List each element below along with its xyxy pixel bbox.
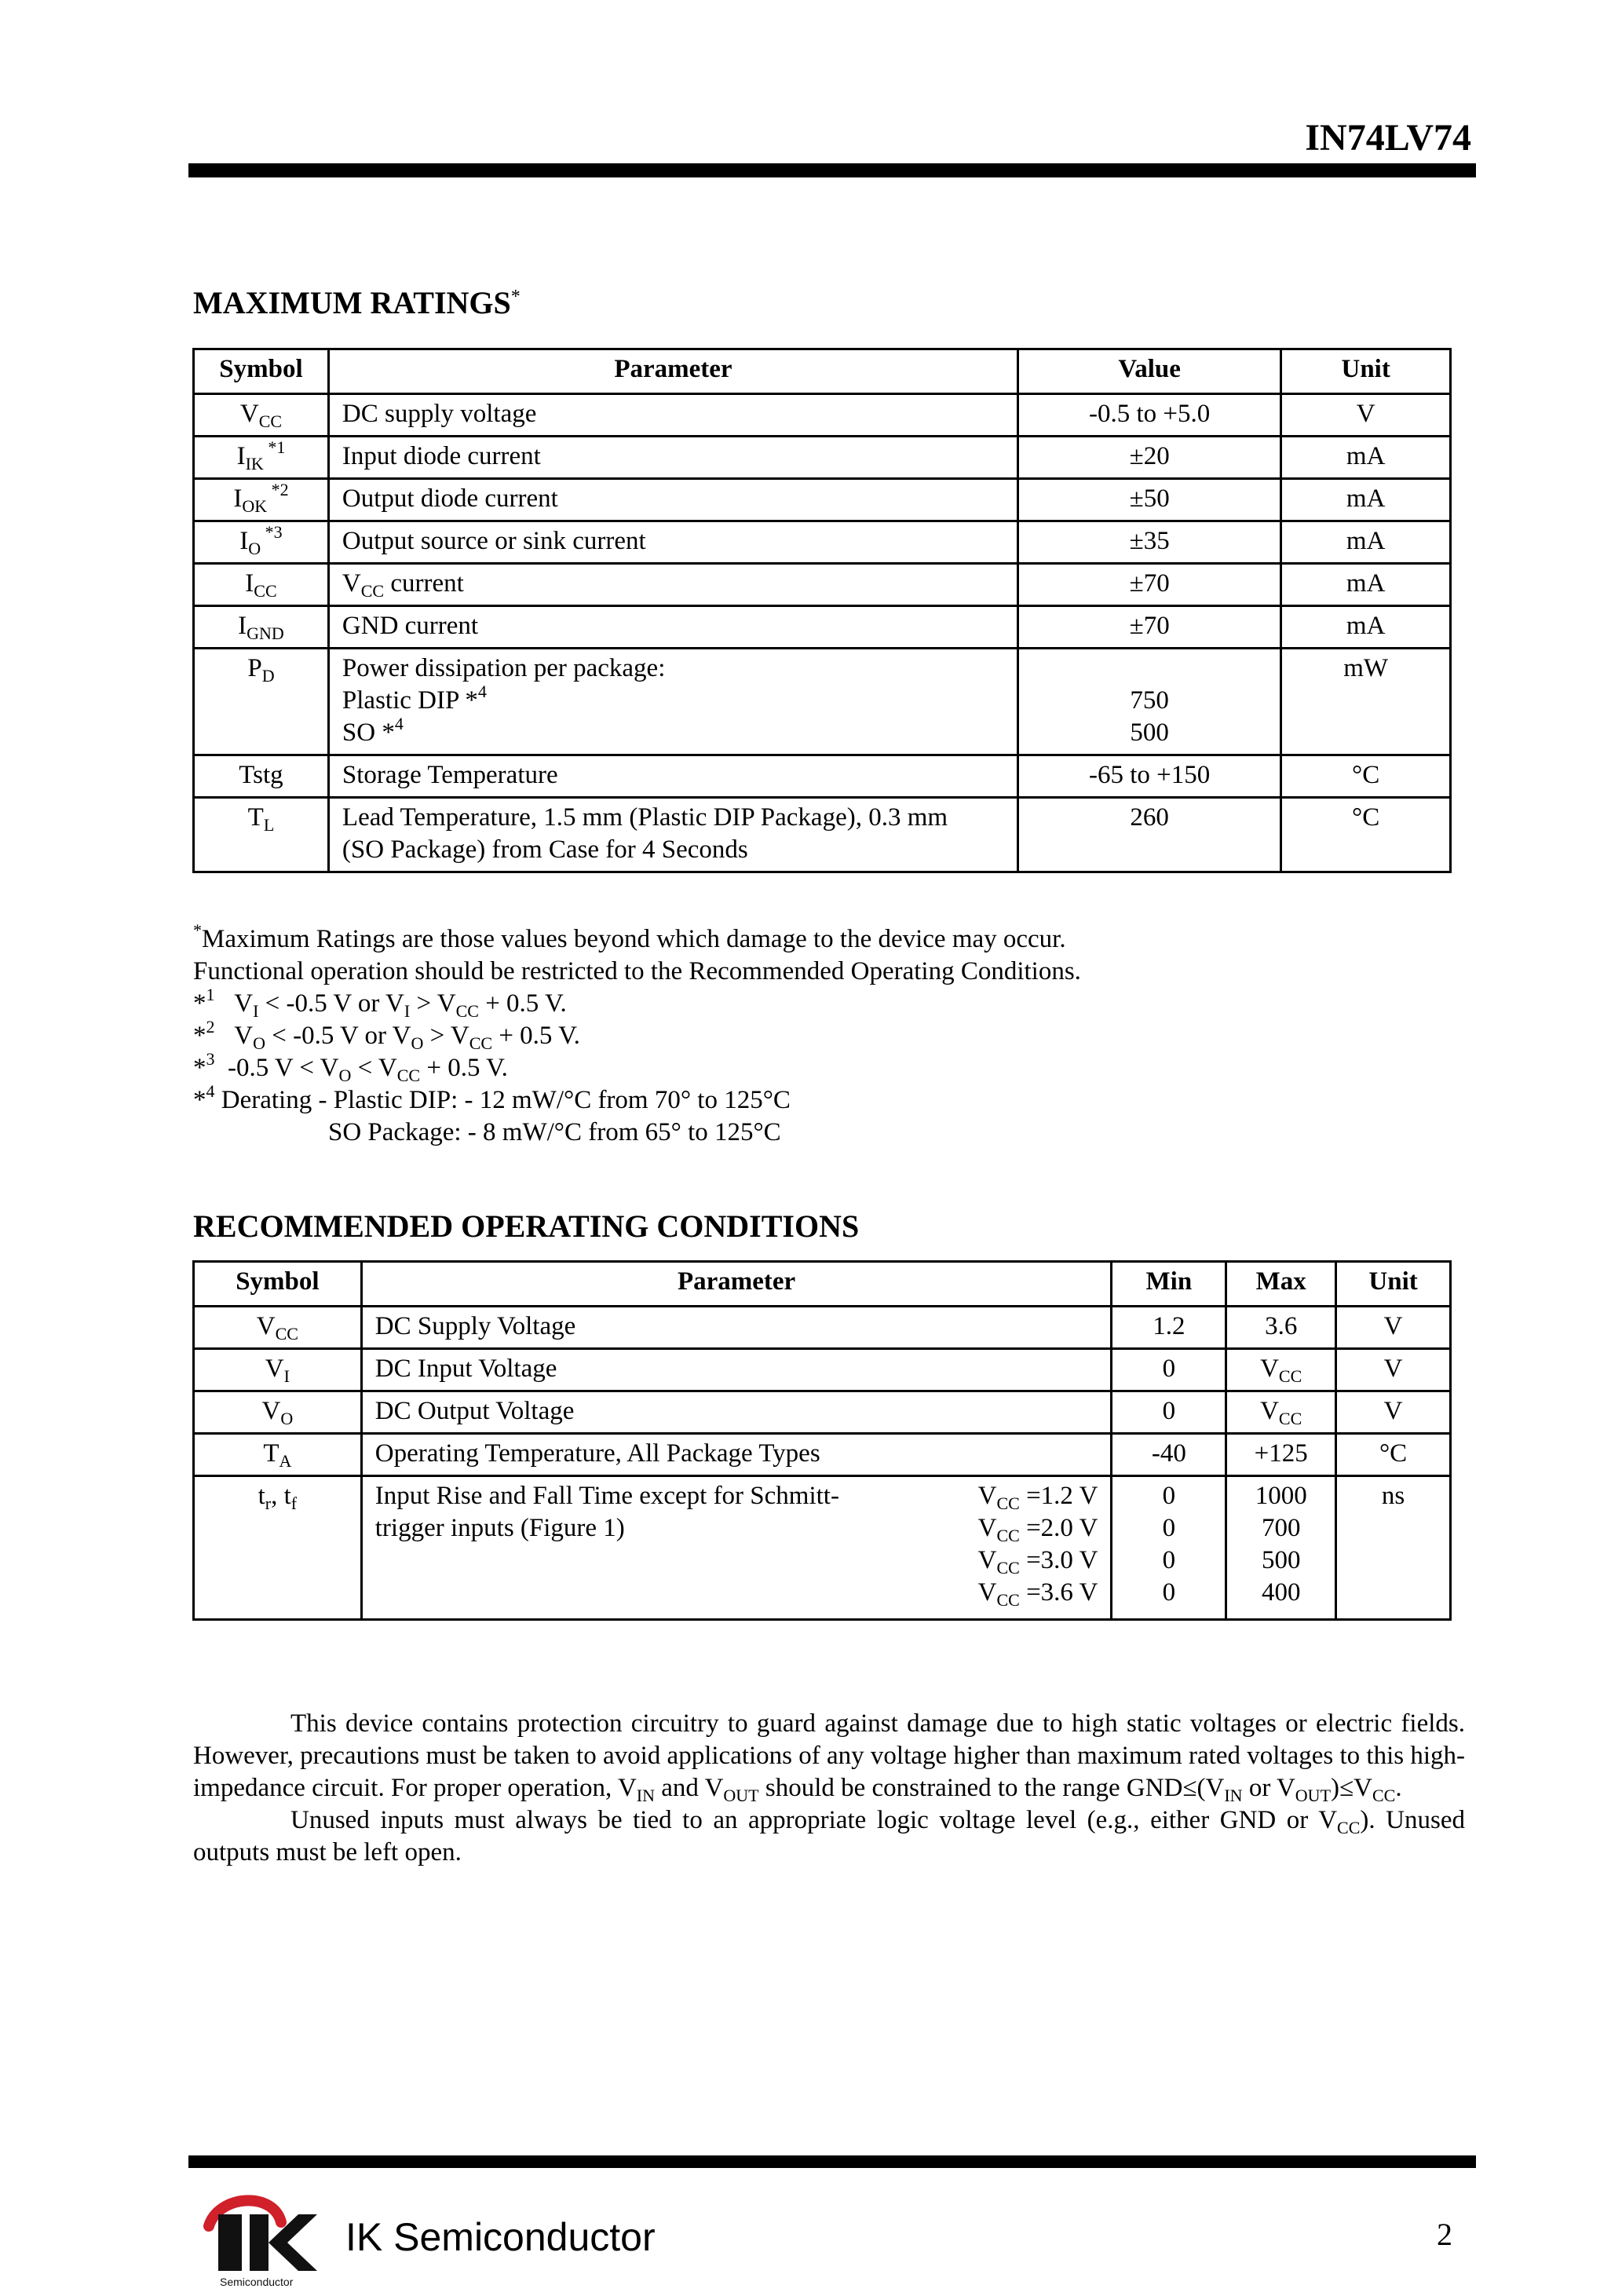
symbol-cell: $I_{GND}$ [194, 606, 329, 649]
min-cell: 1.2 [1112, 1307, 1226, 1349]
unit-cell: °C [1281, 798, 1451, 872]
table-row [194, 606, 1451, 649]
parameter-cell: Lead Temperature, 1.5 mm (Plastic DIP Package), 0.3 mm (SO Package) from Case for 4 Seconds [328, 798, 1017, 872]
footnote: *$^1$ $V_I < -0.5$ V or $V_I > V_{CC} + 0.5$ V. [193, 985, 567, 1021]
max-cell: $V_{CC}$ [1226, 1391, 1336, 1434]
company-name: IK Semiconductor [345, 2215, 656, 2259]
footnotes [193, 920, 1081, 1149]
parameter-cell: DC Input Voltage [361, 1349, 1112, 1391]
unit-cell: V [1336, 1349, 1451, 1391]
symbol-cell: $T_L$ [194, 798, 329, 872]
unit-cell: °C [1281, 755, 1451, 798]
max-cell: 1000 700 500 400 [1226, 1476, 1336, 1620]
symbol-cell: $V_{CC}$ [194, 394, 329, 437]
parameter-cell: Output source or sink current [328, 521, 1017, 564]
paragraph: Unused inputs must always be tied to an appropriate logic voltage level (e.g., either GND or $V_{CC}$). Unused outputs must be left open. [193, 1806, 1466, 1866]
parameter-cell: DC Supply Voltage [361, 1307, 1112, 1349]
value-cell: ±70 [1017, 564, 1280, 606]
col-header: Max [1226, 1262, 1336, 1307]
table-row [194, 755, 1451, 798]
unit-cell: mA [1281, 564, 1451, 606]
max-cell: $V_{CC}$ [1226, 1349, 1336, 1391]
parameter-cell: Power dissipation per package: Plastic DIP *$^4$ SO *$^4$ [328, 649, 1017, 755]
max-ratings-table [192, 348, 1452, 873]
condition-list: $V_{CC} =1.2$ V $V_{CC} =2.0$ V $V_{CC} =3.0$ V $V_{CC} =3.6$ V [977, 1482, 1098, 1610]
unit-cell: mW [1281, 649, 1451, 755]
value-cell: 750 500 [1017, 649, 1280, 755]
min-cell: 0 [1112, 1391, 1226, 1434]
min-cell: 0 0 0 0 [1112, 1476, 1226, 1620]
symbol-cell: $I_O$ $^{*3}$ [194, 521, 329, 564]
table-row [194, 521, 1451, 564]
symbol-cell: $I_{OK}$ $^{*2}$ [194, 479, 329, 521]
svg-text:Semiconductor: Semiconductor [220, 2276, 294, 2288]
col-header: Parameter [361, 1262, 1112, 1307]
table-row [194, 564, 1451, 606]
footnote: *$^4$ Derating - Plastic DIP: - 12 mW/°C from 70° to 125°C [193, 1081, 791, 1114]
col-header: Symbol [194, 349, 329, 394]
max-cell: +125 [1226, 1434, 1336, 1476]
col-header: Min [1112, 1262, 1226, 1307]
value-cell: ±35 [1017, 521, 1280, 564]
unit-cell: V [1336, 1391, 1451, 1434]
footnote: *$^3$ -0.5 $V < V_O < V_{CC} + 0.5$ V. [193, 1049, 508, 1085]
symbol-cell: $V_{CC}$ [194, 1307, 362, 1349]
table-row [194, 1349, 1451, 1391]
unit-cell: V [1336, 1307, 1451, 1349]
table-row [194, 649, 1451, 755]
unit-cell: ns [1336, 1476, 1451, 1620]
footnote: *Maximum Ratings are those values beyond which damage to the device may occur. [193, 920, 1066, 953]
symbol-cell: $P_D$ [194, 649, 329, 755]
min-cell: -40 [1112, 1434, 1226, 1476]
table-row [194, 394, 1451, 437]
parameter-cell: Output diode current [328, 479, 1017, 521]
footnote: Functional operation should be restricted to the Recommended Operating Conditions. [193, 957, 1081, 985]
footnote: *$^2$ $V_O < -0.5$ V or $V_O > V_{CC} + 0.5$ V. [193, 1017, 580, 1053]
parameter-cell: Operating Temperature, All Package Types [361, 1434, 1112, 1476]
body-paragraphs [193, 1708, 1465, 1869]
min-cell: 0 [1112, 1349, 1226, 1391]
table-row [194, 1434, 1451, 1476]
paragraph: This device contains protection circuitry to guard against damage due to high static voltages or electric fields. However, precautions must be taken to avoid applications of any voltage higher than maximum rated voltages to this high-impedance circuit. For proper operation, $V_{IN}$ and $V_{OUT}$ should be constrained to the range $GND\le(V_{IN}$ or $V_{OUT})\le V_{CC}$. [193, 1709, 1465, 1805]
parameter-cell: DC supply voltage [328, 394, 1017, 437]
table-row [194, 798, 1451, 872]
parameter-cell: $V_{CC}$ current [328, 564, 1017, 606]
max-cell: 3.6 [1226, 1307, 1336, 1349]
parameter-cell: GND current [328, 606, 1017, 649]
unit-cell: mA [1281, 521, 1451, 564]
table-header-row [194, 1262, 1451, 1307]
table-row [194, 479, 1451, 521]
value-cell: ±20 [1017, 437, 1280, 479]
col-header: Value [1017, 349, 1280, 394]
col-header: Unit [1281, 349, 1451, 394]
value-cell: ±70 [1017, 606, 1280, 649]
symbol-cell: $V_I$ [194, 1349, 362, 1391]
table-row [194, 1307, 1451, 1349]
symbol-cell: Tstg [194, 755, 329, 798]
footnote: SO Package: - 8 mW/°C from 65° to 125°C [328, 1118, 781, 1146]
unit-cell: mA [1281, 479, 1451, 521]
table-row [194, 1476, 1451, 1620]
max-ratings-title: MAXIMUM RATINGS* [193, 285, 521, 320]
symbol-cell: $I_{IK}$ $^{*1}$ [194, 437, 329, 479]
rec-conditions-table [192, 1260, 1452, 1621]
table-row [194, 1391, 1451, 1434]
table-header-row [194, 349, 1451, 394]
symbol-cell: $I_{CC}$ [194, 564, 329, 606]
symbol-cell: $t_r$, $t_f$ [194, 1476, 362, 1620]
symbol-cell: $T_A$ [194, 1434, 362, 1476]
col-header: Unit [1336, 1262, 1451, 1307]
parameter-cell: DC Output Voltage [361, 1391, 1112, 1434]
part-number: IN74LV74 [1305, 117, 1471, 159]
symbol-cell: $V_O$ [194, 1391, 362, 1434]
parameter-cell: $V_{CC} =1.2$ V $V_{CC} =2.0$ V $V_{CC} =3.0$ V $V_{CC} =3.6$ V Input Rise and Fall Time except for Schmitt- trigger inputs (Figure 1) [361, 1476, 1112, 1620]
col-header: Symbol [194, 1262, 362, 1307]
value-cell: ±50 [1017, 479, 1280, 521]
page-number: 2 [1437, 2217, 1452, 2252]
parameter-cell: Input diode current [328, 437, 1017, 479]
value-cell: -65 to +150 [1017, 755, 1280, 798]
header-rule [188, 163, 1476, 177]
unit-cell: mA [1281, 606, 1451, 649]
rec-conditions-title: RECOMMENDED OPERATING CONDITIONS [193, 1208, 860, 1244]
col-header: Parameter [328, 349, 1017, 394]
value-cell: 260 [1017, 798, 1280, 872]
footer-rule [188, 2155, 1476, 2168]
table-row [194, 437, 1451, 479]
parameter-cell: Storage Temperature [328, 755, 1017, 798]
value-cell: -0.5 to +5.0 [1017, 394, 1280, 437]
unit-cell: V [1281, 394, 1451, 437]
unit-cell: mA [1281, 437, 1451, 479]
unit-cell: °C [1336, 1434, 1451, 1476]
